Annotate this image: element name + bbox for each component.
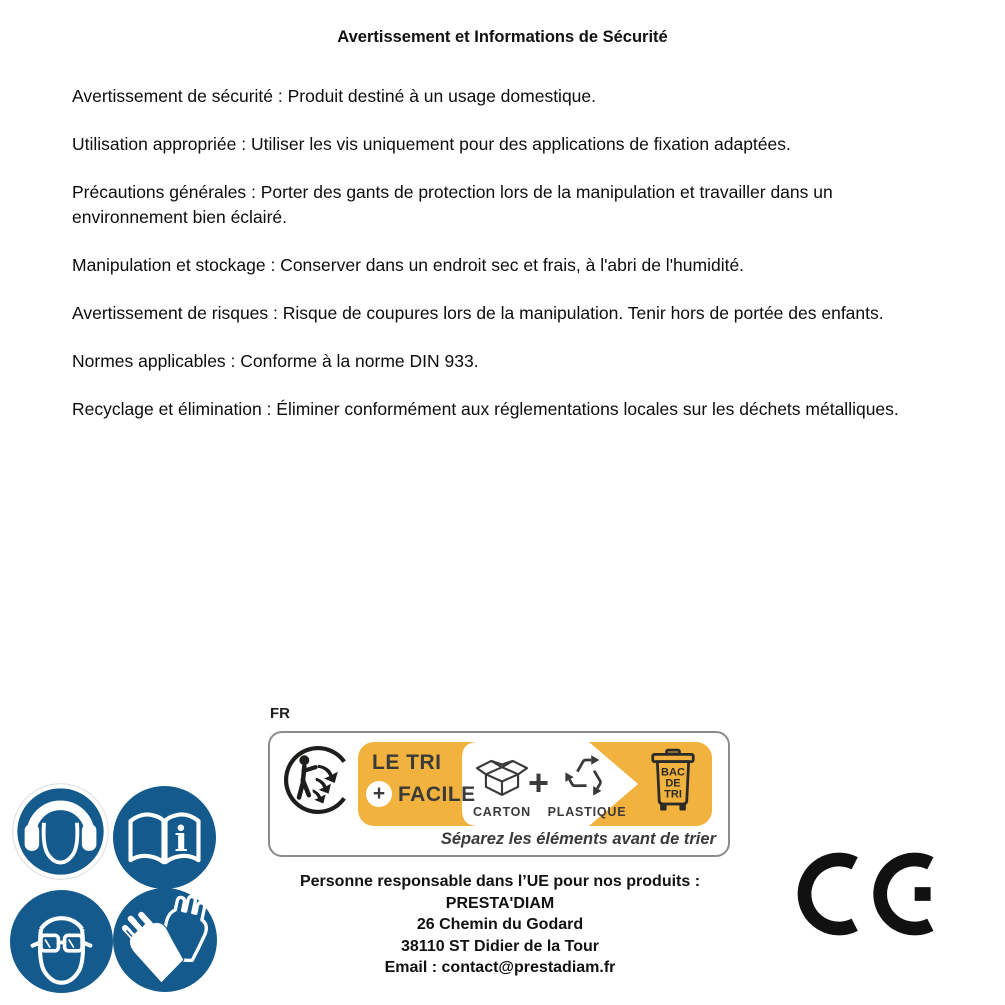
safety-paragraphs (72, 84, 928, 445)
country-code-label: FR (270, 705, 290, 722)
paragraph-recycling: Recyclage et élimination : Éliminer conformément aux réglementations locales sur les déchets métalliques. (72, 399, 899, 419)
ce-mark-logo (797, 843, 943, 945)
plus-badge-icon: + (366, 781, 392, 807)
responsible-street: 26 Chemin du Godard (416, 916, 584, 933)
read-manual-icon (113, 786, 216, 889)
responsible-company: PRESTA'DIAM (445, 894, 555, 912)
ear-protection-icon (12, 783, 109, 880)
bin-text-de: DE (665, 777, 681, 790)
triman-icon (280, 742, 356, 818)
paragraph-general-precautions: Précautions générales : Porter des gants de protection lors de la manipulation et travailler dans un environnement bien éclairé. (72, 182, 833, 227)
paragraph-risk-warning: Avertissement de risques : Risque de coupures lors de la manipulation. Tenir hors de portée des enfants. (72, 303, 884, 323)
paragraph-handling-storage: Manipulation et stockage : Conserver dans un endroit sec et frais, à l'abri de l'humidité. (72, 255, 745, 275)
plastique-label: PLASTIQUE (547, 805, 627, 819)
headline-facile: FACILE (398, 783, 476, 806)
bin-text-bac: BAC (661, 766, 685, 779)
responsible-email: Email : contact@prestadiam.fr (384, 959, 616, 976)
svg-text:i: i (174, 818, 188, 860)
paragraph-standards: Normes applicables : Conforme à la norme DIN 933. (72, 351, 479, 371)
responsible-intro: Personne responsable dans l’UE pour nos produits : (299, 873, 701, 890)
eye-protection-icon (10, 890, 113, 993)
sorting-bin-icon (650, 748, 696, 814)
plus-separator: + (528, 762, 550, 803)
recycling-arrows-icon (560, 750, 612, 802)
responsible-city: 38110 ST Didier de la Tour (401, 937, 599, 955)
hand-protection-icon (113, 888, 217, 992)
page-title: Avertissement et Informations de Sécurité (337, 28, 668, 46)
paragraph-appropriate-use: Utilisation appropriée : Utiliser les vis uniquement pour des applications de fixation adaptées. (72, 134, 791, 154)
cardboard-box-icon (472, 752, 532, 802)
sorting-tagline: Séparez les éléments avant de trier (440, 830, 716, 848)
carton-label: CARTON (472, 805, 532, 819)
paragraph-safety-warning: Avertissement de sécurité : Produit destiné à un usage domestique. (72, 86, 597, 106)
responsible-person-block (252, 871, 748, 979)
bin-text-tri: TRI (664, 788, 682, 801)
headline-le-tri: LE TRI (372, 751, 442, 774)
